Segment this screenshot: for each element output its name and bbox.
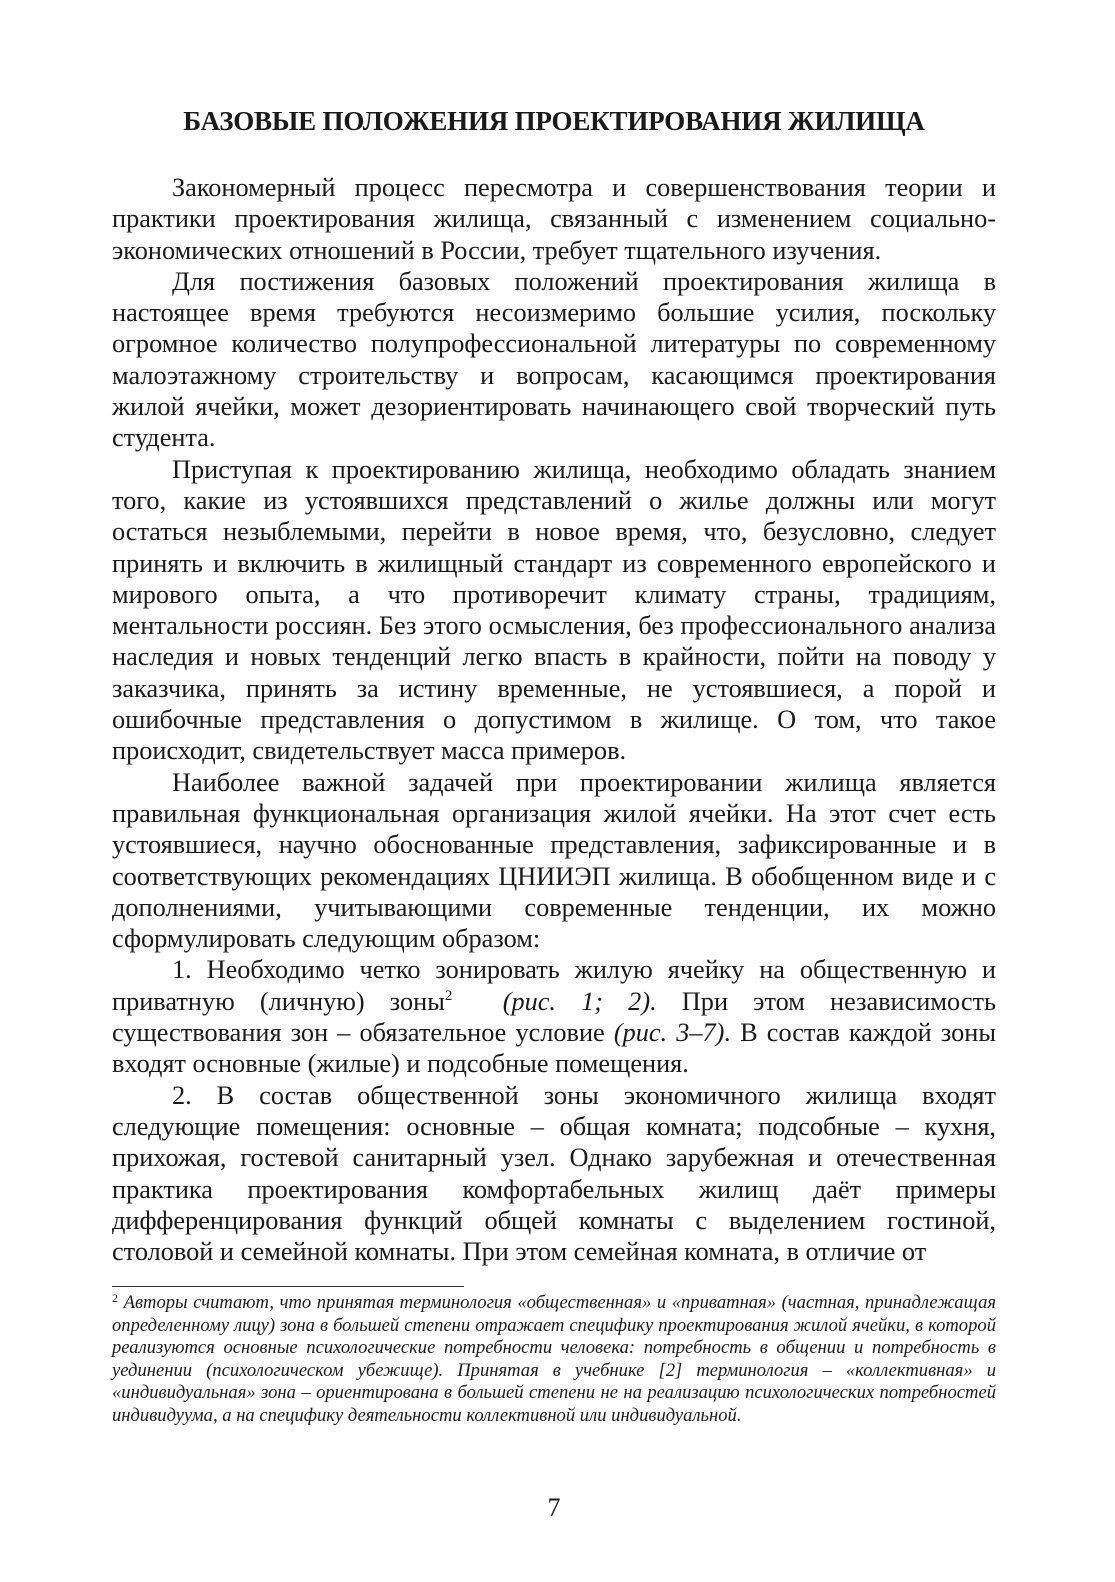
paragraph-5-text-c: В состав каждой зоны входят основные (жилые) и подсобные помещения.: [112, 1018, 996, 1079]
paragraph-6: 2. В состав общественной зоны экономичного жилища входят следующие помещения: основные – общая комната; подсобные – кухня, прихожая, гостевой санитарный узел. Однако зарубежная и отечественная практика проектирования комфортабельных жилищ даёт примеры дифференцирования функций общей комнаты с выделением гостиной, столовой и семейной комнаты. При этом семейная комната, в отличие от: [112, 1080, 996, 1267]
paragraph-3: Приступая к проектированию жилища, необходимо обладать знанием того, какие из устоявшихся представлений о жилье должны или могут остаться незыблемыми, перейти в новое время, что, безусловно, следует принять и включить в жилищный стандарт из современного европейского и мирового опыта, а что противоречит климату страны, традициям, ментальности россиян. Без этого осмысления, без профессионального анализа наследия и новых тенденций легко впасть в крайности, пойти на поводу у заказчика, принять за истину временные, не устоявшиеся, а порой и ошибочные представления о допустимом в жилище. О том, что такое происходит, свидетельствует масса примеров.: [112, 454, 996, 766]
page-number: 7: [547, 1493, 561, 1522]
footnote-marker: 2: [112, 1291, 118, 1305]
footnote-text: Авторы считают, что принятая терминология «общественная» и «приватная» (частная, принадлежащая определенному лицу) зона в большей степени отражает специфику проектирования жилой ячейки, в которой реализуются основные психологические потребности человека: потребность в общении и потребность в уединении (психологическом убежище). Принятая в учебнике [2] терминология – «коллективная» и «индивидуальная» зона – ориентирована в большей степени не на реализацию психологических потребностей индивидуума, а на специфику деятельности коллективной или индивидуальной.: [112, 1292, 997, 1426]
document-page: [112, 0, 996, 1582]
paragraph-5-text-a: 1. Необходимо четко зонировать жилую ячейку на общественную и приватную (личную) зоны: [112, 955, 996, 1016]
paragraph-5-text-b: При этом независимость существования зон – обязательное условие: [112, 986, 996, 1048]
chapter-heading: БАЗОВЫЕ ПОЛОЖЕНИЯ ПРОЕКТИРОВАНИЯ ЖИЛИЩА: [183, 106, 925, 136]
figure-reference: (рис. 3–7).: [613, 1018, 732, 1048]
footnote: [112, 1292, 996, 1427]
figure-reference: (рис. 1; 2).: [502, 986, 657, 1016]
paragraph-4: Наиболее важной задачей при проектировании жилища является правильная функциональная организация жилой ячейки. На этот счет есть устоявшиеся, научно обоснованные представления, зафиксированные и в соответствующих рекомендациях ЦНИИЭП жилища. В обобщенном виде и с дополнениями, учитывающими современные тенденции, их можно сформулировать следующим образом:: [112, 767, 996, 954]
paragraph-1: Закономерный процесс пересмотра и совершенствования теории и практики проектирования жилища, связанный с изменением социально-экономических отношений в России, требует тщательного изучения.: [112, 173, 996, 265]
footnote-divider: [112, 1286, 464, 1287]
footnote-reference[interactable]: 2: [444, 987, 453, 1004]
paragraph-2: Для постижения базовых положений проектирования жилища в настоящее время требуются несоизмеримо большие усилия, поскольку огромное количество полупрофессиональной литературы по современному малоэтажному строительству и вопросам, касающимся проектирования жилой ячейки, может дезориентировать начинающего свой творческий путь студента.: [112, 266, 996, 453]
body-text: [112, 172, 996, 1267]
paragraph-5: [112, 954, 996, 1079]
